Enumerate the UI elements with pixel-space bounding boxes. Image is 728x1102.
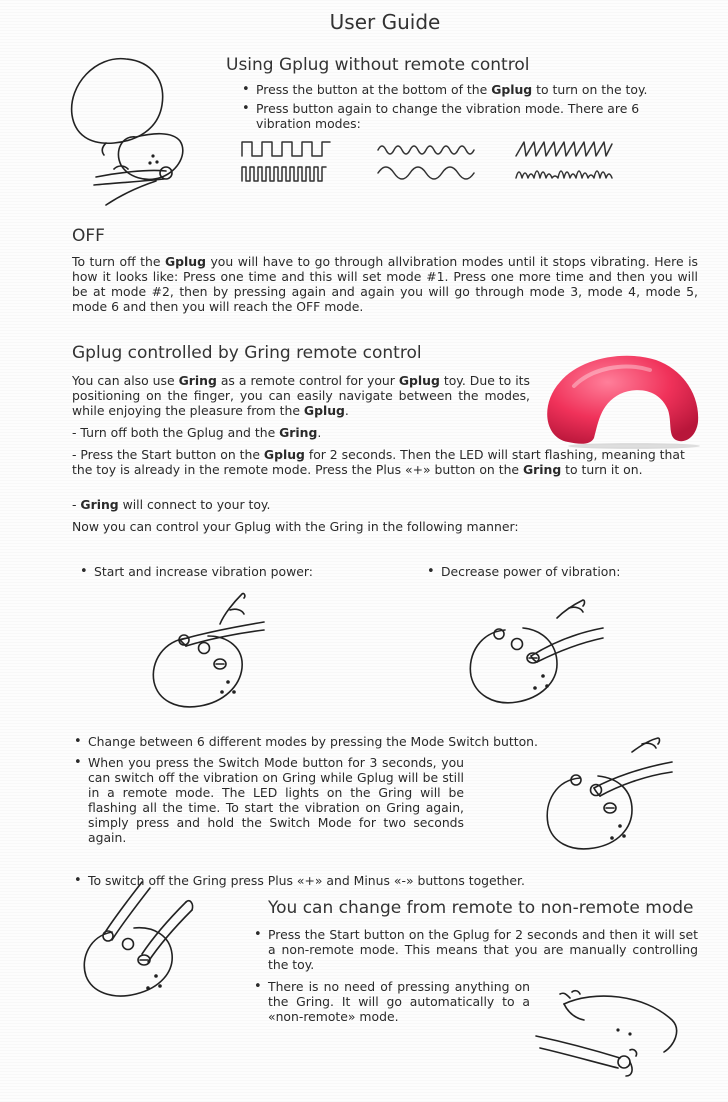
step-turn-on: • Press the button at the bottom of the Gplug to turn on the toy. [256, 82, 680, 97]
non-remote-step-1 [252, 927, 698, 976]
off-paragraph: To turn off the Gplug you will have to go through allvibration modes until it stops vibrating. Here is how it looks like: Press one time and this will set mode #1. Press one more time and then you will be at mode #2, then by pressing again and again you will go through mode 3, mode 4, mode 5, mode 6 and then you will reach the OFF mode. [72, 254, 698, 314]
control-switch-off-label: • To switch off the Gring press Plus «+» and Minus «-» buttons together. [88, 873, 672, 888]
gring-step-turn-off: - Turn off both the Gplug and the Gring. [72, 425, 322, 440]
section-heading-gring-remote: Gplug controlled by Gring remote control [72, 343, 422, 363]
vibration-mode-3-icon [378, 142, 474, 158]
gring-switch-mode-illustration [546, 738, 676, 852]
gring-step-connect: - Gring will connect to your toy. [72, 497, 271, 512]
non-remote-step-1-label: • Press the Start button on the Gplug for 2 seconds and then it will set a non-remote mode. This means that you are manually controlling the toy. [268, 927, 698, 972]
gplug-start-button-illustration [534, 990, 684, 1080]
non-remote-step-2-label: • There is no need of pressing anything on the Gring. It will go automatically to a «non-remote» mode. [268, 979, 530, 1024]
control-increase [78, 564, 398, 583]
vibration-mode-4-icon [378, 165, 474, 181]
control-switch-mode [72, 755, 464, 849]
gring-step-press-start: - Press the Start button on the Gplug for 2 seconds. Then the LED will start flashing, meaning that the toy is already in the remote mode. Press the Plus «+» button on the Gring to turn it on. [72, 447, 685, 477]
off-heading: OFF [72, 226, 105, 246]
gring-product-image [534, 346, 704, 450]
vibration-mode-1-icon [242, 140, 330, 158]
control-increase-label: • Start and increase vibration power: [94, 564, 398, 579]
without-remote-steps [240, 82, 680, 135]
section-heading-non-remote: You can change from remote to non-remote mode [268, 898, 694, 918]
gring-plus-press-illustration [150, 588, 270, 712]
step-change-mode: • Press button again to change the vibration mode. There are 6 vibration modes: [256, 101, 680, 131]
control-decrease [425, 564, 715, 583]
gring-control-intro: Now you can control your Gplug with the Gring in the following manner: [72, 519, 519, 534]
non-remote-step-2 [252, 979, 530, 1028]
page-title: User Guide [329, 10, 441, 34]
vibration-mode-2-icon [242, 165, 326, 183]
section-heading-without-remote: Using Gplug without remote control [226, 55, 530, 75]
control-change-mode-label: • Change between 6 different modes by pressing the Mode Switch button. [88, 734, 672, 749]
gring-two-finger-press-illustration [82, 880, 212, 1000]
vibration-mode-6-icon [516, 164, 612, 182]
vibration-mode-5-icon [516, 140, 612, 158]
gring-minus-press-illustration [467, 598, 607, 708]
gplug-hand-illustration [66, 55, 206, 215]
gring-intro-paragraph: You can also use Gring as a remote control for your Gplug toy. Due to its positioning on the finger, you can easily navigate between the modes, while enjoying the pleasure from the Gplug. [72, 373, 530, 418]
control-decrease-label: • Decrease power of vibration: [441, 564, 715, 579]
control-switch-mode-label: • When you press the Switch Mode button for 3 seconds, you can switch off the vibration on Gring while Gplug will be still in a remote mode. The LED lights on the Gring will be flashing all the time. To start the vibration on Gring again, simply press and hold the Switch Mode for two seconds again. [88, 755, 464, 845]
